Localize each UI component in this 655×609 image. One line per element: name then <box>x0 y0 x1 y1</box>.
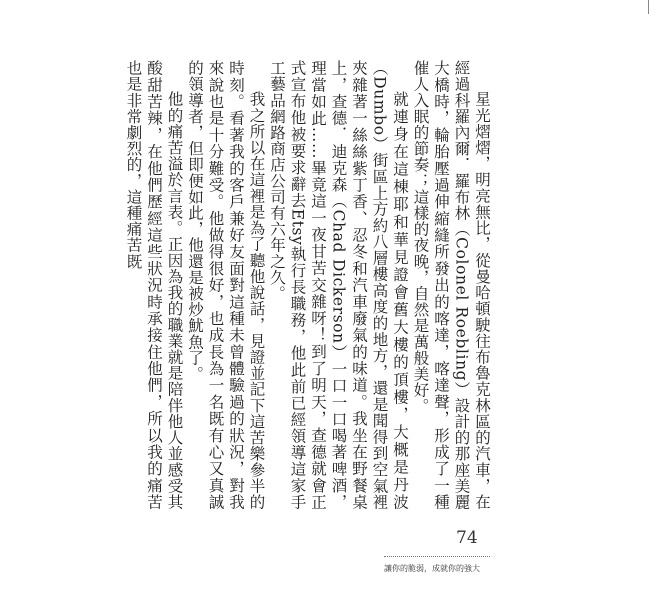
running-footer: 讓你的脆弱，成就你的強大 <box>384 564 480 573</box>
paragraph-4: 他的痛苦溢於言表。正因為我的職業就是陪伴他人並感受其酸甜苦辣，在他們歷經這些狀況時承接住他們，所以我的痛苦也是非常劇烈的，這種痛苦既 <box>124 60 184 510</box>
body-text <box>124 60 492 510</box>
crop-mark <box>648 0 649 14</box>
footer-divider <box>384 556 490 557</box>
paragraph-3: 我之所以在這裡是為了聽他說話，見證並記下這苦樂參半的時刻。看著我的客戶兼好友面對這種未曾體驗過的狀況，對我來說也是十分難受。他做得很好，也成長為一名既有心又真誠的領導者，但即便如此，他還是被炒魷魚了。 <box>186 60 266 510</box>
paragraph-1: 星光熠熠，明亮無比，從曼哈頓駛往布魯克林區的汽車，在經過科羅內爾．羅布林（Colonel Roebling）設計的那座美麗大橋時，輪胎壓過伸縮縫所發出的喀達，喀達聲，形成了一種催人入眠的節奏；這樣的夜晚，自然是萬般美好。 <box>411 60 491 510</box>
paragraph-2: 就連身在這棟耶和華見證會舊大樓的頂樓，大概是丹波（Dumbo）街區上方約八層樓高度的地方，還是聞得到空氣裡夾雜著一絲絲紫丁香、忍冬和汽車廢氣的味道。我坐在野餐桌上，查德．迪克森（Chad Dickerson）一口一口喝著啤酒，理當如此……畢竟這一夜甘苦交雜呀！到了明天，查德就會正式宣布他被要求辭去Etsy執行長職務，他此前已經領導這家手工藝品網路商店公司有六年之久。 <box>268 60 409 510</box>
page-number: 74 <box>456 528 478 548</box>
